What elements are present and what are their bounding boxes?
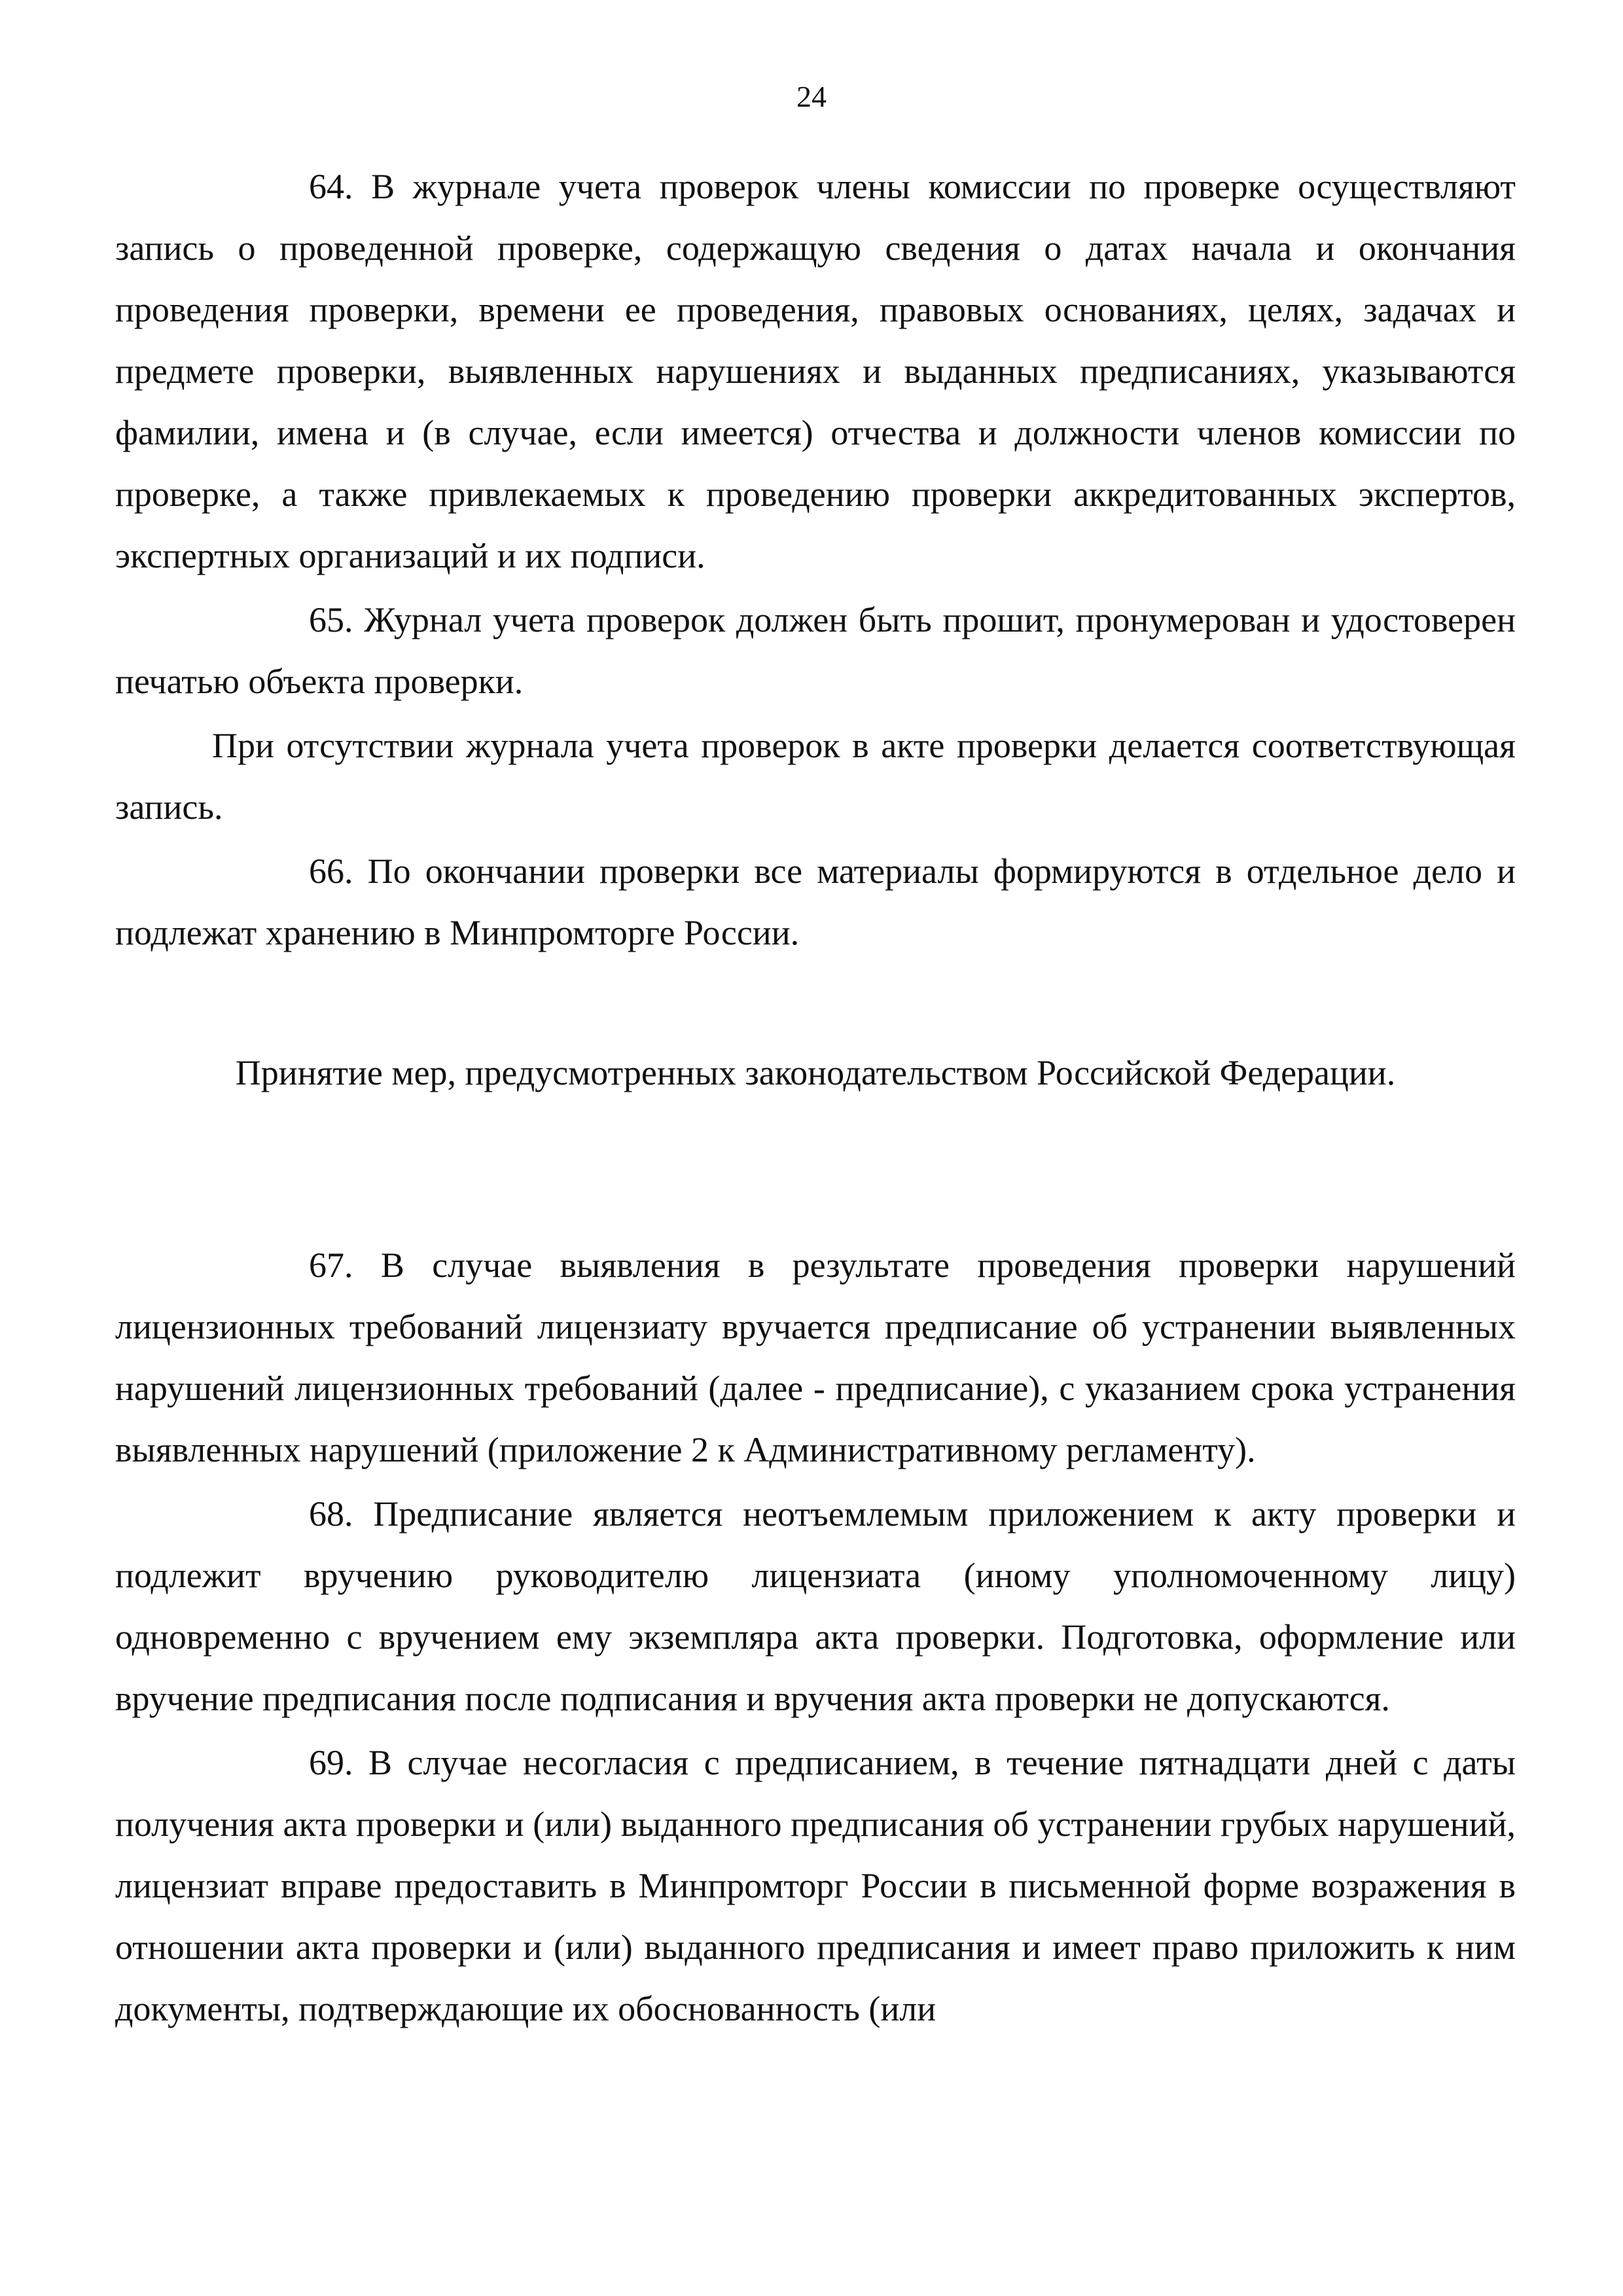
paragraph-66 [115, 840, 1516, 963]
spacer [115, 963, 1516, 1042]
paragraph-text: В случае несогласия с предписанием, в течение пятнадцати дней с даты получения акта проверки и (или) выданного предписания об устранении грубых нарушений, лицензиат вправе предоставить в Минпромторг России в письменной форме возражения в отношении акта проверки и (или) выданного предписания и имеет право приложить к ним документы, подтверждающие их обоснованность (или [115, 1743, 1516, 2028]
paragraph-69 [115, 1732, 1516, 2039]
paragraph-67 [115, 1234, 1516, 1480]
spacer [115, 1103, 1516, 1234]
paragraph-text: При отсутствии журнала учета проверок в акте проверки делается соответствующая запись. [115, 726, 1516, 827]
document-body [115, 156, 1516, 2039]
paragraph-number: 65. [309, 600, 353, 639]
section-heading: Принятие мер, предусмотренных законодательством Российской Федерации. [235, 1053, 1396, 1092]
paragraph-65 [115, 589, 1516, 712]
paragraph-number: 69. [309, 1743, 353, 1782]
page-number: 24 [796, 80, 827, 113]
paragraph-text: Журнал учета проверок должен быть прошит, пронумерован и удостоверен печатью объекта проверки. [115, 600, 1516, 701]
paragraph-text: По окончании проверки все материалы формируются в отдельное дело и подлежат хранению в Минпромторге России. [115, 852, 1516, 952]
paragraph-68 [115, 1483, 1516, 1729]
paragraph-text: В журнале учета проверок члены комиссии по проверке осуществляют запись о проведенной проверке, содержащую сведения о датах начала и окончания проведения проверки, времени ее проведения, правовых основаниях, целях, задачах и предмете проверки, выявленных нарушениях и выданных предписаниях, указываются фамилии, имена и (в случае, если имеется) отчества и должности членов комиссии по проверке, а также привлекаемых к проведению проверки аккредитованных экспертов, экспертных организаций и их подписи. [115, 167, 1516, 575]
paragraph-text: В случае выявления в результате проведения проверки нарушений лицензионных требований лицензиату вручается предписание об устранении выявленных нарушений лицензионных требований (далее - предписание), с указанием срока устранения выявленных нарушений (приложение 2 к Административному регламенту). [115, 1246, 1516, 1469]
paragraph-number: 66. [309, 852, 353, 891]
paragraph-65-continued [115, 715, 1516, 838]
paragraph-text: Предписание является неотъемлемым приложением к акту проверки и подлежит вручению руководителю лицензиата (иному уполномоченному лицу) одновременно с вручением ему экземпляра акта проверки. Подготовка, оформление или вручение предписания после подписания и вручения акта проверки не допускаются. [115, 1494, 1516, 1718]
paragraph-number: 68. [309, 1494, 353, 1534]
paragraph-number: 67. [309, 1246, 353, 1285]
paragraph-number: 64. [309, 167, 353, 206]
paragraph-64 [115, 156, 1516, 586]
